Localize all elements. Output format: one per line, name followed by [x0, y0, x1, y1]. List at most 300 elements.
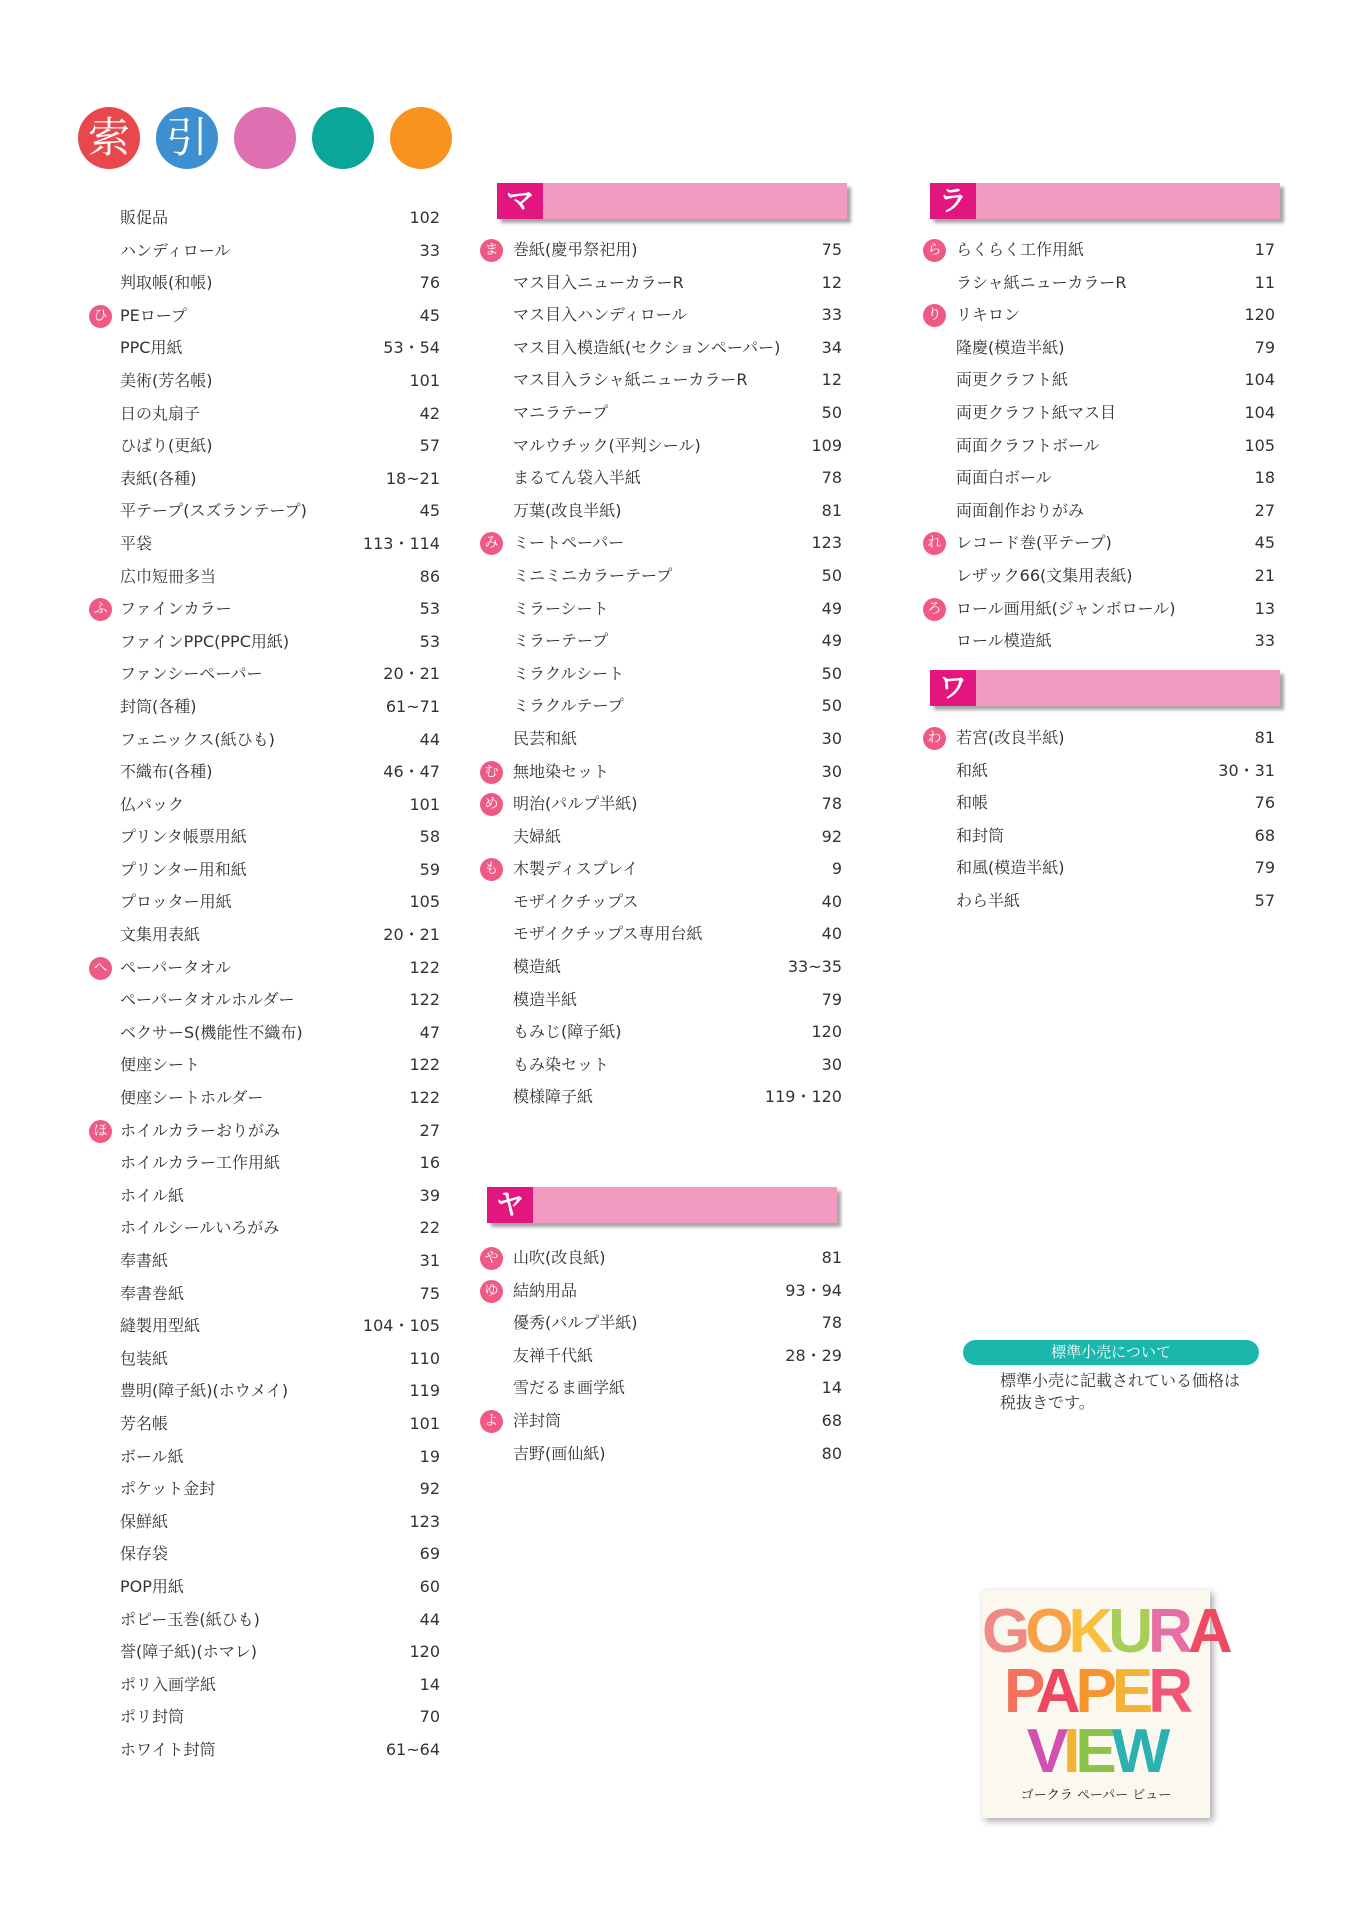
section-header-ra	[930, 183, 1280, 219]
entry-page: 53	[419, 631, 440, 651]
entry-name: ホイル紙	[120, 1185, 185, 1205]
index-column-ra	[923, 234, 1275, 658]
kana-marker: り	[923, 304, 946, 327]
entry-name: 不織布(各種)	[120, 762, 213, 782]
entry-page: 120	[409, 1642, 440, 1662]
index-entry	[480, 462, 842, 495]
index-entry	[95, 724, 440, 757]
index-column-ma	[480, 234, 842, 1114]
entry-page: 14	[419, 1674, 440, 1694]
logo-letter: P	[1075, 1657, 1112, 1726]
entry-page: 123	[811, 533, 842, 553]
index-entry	[95, 495, 440, 528]
index-entry	[95, 1115, 440, 1148]
kana-marker: む	[480, 761, 503, 784]
index-entry	[95, 1506, 440, 1539]
entry-page: 50	[821, 696, 842, 716]
index-entry	[95, 528, 440, 561]
index-entry	[480, 1081, 842, 1114]
entry-page: 30・31	[1218, 760, 1275, 780]
entry-page: 9	[831, 859, 842, 879]
entry-page: 119・120	[764, 1087, 842, 1107]
entry-name: ポケット金封	[120, 1479, 216, 1499]
index-entry	[923, 885, 1275, 918]
entry-name: 奉書巻紙	[120, 1283, 185, 1303]
logo-letter: K	[1068, 1597, 1109, 1666]
entry-page: 20・21	[383, 664, 440, 684]
entry-page: 61~71	[385, 696, 440, 716]
kana-marker: ま	[480, 239, 503, 262]
index-entry	[95, 821, 440, 854]
entry-name: POP用紙	[120, 1576, 184, 1596]
entry-name: 結納用品	[513, 1280, 578, 1300]
logo-line	[982, 1597, 1228, 1666]
entry-name: 文集用表紙	[120, 925, 201, 945]
kana-marker: ふ	[89, 598, 112, 621]
entry-page: 22	[419, 1218, 440, 1238]
entry-name: フェニックス(紙ひも)	[120, 729, 275, 749]
index-entry	[95, 952, 440, 985]
entry-name: 両面白ボール	[956, 468, 1052, 488]
entry-page: 104	[1244, 402, 1275, 422]
entry-page: 93・94	[785, 1280, 842, 1300]
index-entry	[95, 691, 440, 724]
entry-page: 122	[409, 990, 440, 1010]
index-entry	[480, 690, 842, 723]
entry-page: 53・54	[383, 338, 440, 358]
entry-page: 21	[1254, 565, 1275, 585]
entry-name: ホイルカラー工作用紙	[120, 1153, 281, 1173]
entry-name: もみ染セット	[513, 1054, 610, 1074]
entry-page: 18	[1254, 468, 1275, 488]
entry-page: 61~64	[385, 1739, 440, 1759]
entry-name: ポリ封筒	[120, 1707, 185, 1727]
entry-page: 80	[821, 1443, 842, 1463]
entry-page: 105	[1244, 435, 1275, 455]
entry-page: 53	[419, 599, 440, 619]
index-entry	[480, 658, 842, 691]
logo-letter: E	[1111, 1657, 1149, 1726]
logo-letter: R	[1148, 1597, 1188, 1666]
entry-name: 平テープ(スズランテープ)	[120, 501, 307, 521]
entry-page: 45	[419, 501, 440, 521]
index-entry	[480, 495, 842, 528]
index-entry	[480, 593, 842, 626]
entry-name: マス目入模造紙(セクションペーパー)	[513, 337, 781, 357]
index-entry	[480, 886, 842, 919]
index-entry	[480, 625, 842, 658]
entry-name: 山吹(改良紙)	[513, 1248, 606, 1267]
index-entry	[923, 462, 1275, 495]
entry-name: もみじ(障子紙)	[513, 1022, 622, 1042]
entry-page: 75	[419, 1283, 440, 1303]
entry-page: 79	[1254, 337, 1275, 357]
entry-name: ホイルシールいろがみ	[120, 1218, 280, 1238]
logo-letter: R	[1148, 1657, 1189, 1726]
entry-page: 120	[1244, 305, 1275, 325]
entry-name: 模造紙	[513, 957, 562, 977]
entry-name: ファンシーペーパー	[120, 664, 263, 684]
entry-name: マス目入ニューカラーR	[513, 272, 684, 292]
entry-name: 日の丸扇子	[120, 403, 201, 423]
kana-marker: よ	[480, 1410, 503, 1433]
entry-page: 104	[1244, 370, 1275, 390]
index-entry	[95, 365, 440, 398]
logo-letter: E	[1075, 1717, 1112, 1786]
index-entry	[95, 854, 440, 887]
index-entry	[95, 1278, 440, 1311]
entry-page: 39	[419, 1185, 440, 1205]
entry-name: ミニミニカラーテープ	[513, 565, 673, 585]
index-entry	[923, 495, 1275, 528]
index-column-ya	[480, 1242, 842, 1470]
entry-page: 122	[409, 957, 440, 977]
logo-letter: W	[1111, 1717, 1166, 1786]
entry-name: マニラテープ	[513, 402, 609, 422]
entry-page: 47	[419, 1022, 440, 1042]
index-entry	[95, 1604, 440, 1637]
index-entry	[923, 234, 1275, 267]
header-circle: 索	[78, 107, 140, 169]
entry-page: 19	[419, 1446, 440, 1466]
kana-marker: ひ	[89, 305, 112, 328]
index-entry	[95, 1473, 440, 1506]
entry-page: 101	[409, 1413, 440, 1433]
entry-name: ミラクルテープ	[513, 696, 624, 716]
entry-page: 44	[419, 729, 440, 749]
logo-letter: A	[1187, 1597, 1228, 1666]
index-entry	[95, 1147, 440, 1180]
index-entry	[480, 951, 842, 984]
entry-name: 判取帳(和帳)	[120, 273, 213, 293]
index-entry	[480, 364, 842, 397]
index-entry	[480, 430, 842, 463]
entry-page: 78	[821, 1313, 842, 1333]
kana-marker: ら	[923, 239, 946, 262]
entry-page: 33	[419, 240, 440, 260]
entry-name: ラシャ紙ニューカラーR	[956, 272, 1127, 292]
header-circle: 引	[156, 107, 218, 169]
entry-name: ミラーテープ	[513, 631, 609, 651]
entry-name: 吉野(画仙紙)	[513, 1443, 606, 1463]
entry-name: 平袋	[120, 533, 153, 553]
index-entry	[95, 1538, 440, 1571]
logo-line	[982, 1717, 1210, 1786]
entry-page: 30	[821, 761, 842, 781]
entry-page: 92	[419, 1479, 440, 1499]
index-entry	[480, 984, 842, 1017]
entry-page: 18~21	[385, 468, 440, 488]
entry-name: 美術(芳名帳)	[120, 370, 213, 390]
entry-name: ロール画用紙(ジャンボロール)	[956, 598, 1176, 618]
logo-letter: A	[1035, 1657, 1076, 1726]
index-entry	[480, 756, 842, 789]
index-entry	[923, 560, 1275, 593]
entry-name: 和風(模造半紙)	[956, 858, 1065, 878]
index-entry	[480, 1340, 842, 1373]
index-entry	[480, 1016, 842, 1049]
entry-page: 119	[409, 1381, 440, 1401]
header-circle	[390, 107, 452, 169]
kana-marker: ほ	[89, 1120, 112, 1143]
index-entry	[480, 788, 842, 821]
entry-page: 11	[1254, 272, 1275, 292]
entry-page: 68	[821, 1410, 842, 1430]
index-entry	[923, 332, 1275, 365]
entry-page: 78	[821, 794, 842, 814]
index-entry	[480, 723, 842, 756]
entry-name: 包装紙	[120, 1348, 169, 1368]
logo-letter: I	[1063, 1717, 1076, 1786]
entry-name: レザック66(文集用表紙)	[956, 565, 1133, 585]
index-entry	[480, 918, 842, 951]
index-entry	[95, 300, 440, 333]
entry-name: 巻紙(慶弔祭祀用)	[513, 240, 638, 259]
index-header-circles	[78, 107, 452, 169]
entry-page: 40	[821, 924, 842, 944]
entry-page: 50	[821, 402, 842, 422]
entry-name: ポリ入画学紙	[120, 1674, 217, 1694]
entry-name: プリンター用和紙	[120, 859, 247, 879]
entry-name: ファインPPC(PPC用紙)	[120, 631, 290, 651]
entry-name: 両更クラフト紙	[956, 370, 1069, 390]
index-entry	[923, 755, 1275, 788]
kana-marker: へ	[89, 957, 112, 980]
logo-line	[982, 1657, 1210, 1726]
entry-name: ファインカラー	[120, 599, 232, 619]
index-entry	[480, 821, 842, 854]
entry-name: ペーパータオルホルダー	[120, 990, 295, 1010]
entry-page: 122	[409, 1088, 440, 1108]
entry-page: 34	[821, 337, 842, 357]
index-entry	[95, 1441, 440, 1474]
section-header-ma	[497, 183, 847, 219]
entry-name: PPC用紙	[120, 338, 183, 358]
entry-page: 49	[821, 598, 842, 618]
entry-name: ボール紙	[120, 1446, 184, 1466]
kana-marker: め	[480, 793, 503, 816]
entry-name: 奉書紙	[120, 1251, 169, 1270]
index-entry	[480, 1275, 842, 1308]
entry-page: 50	[821, 663, 842, 683]
index-entry	[95, 1245, 440, 1278]
entry-name: ミラクルシート	[513, 663, 625, 683]
entry-page: 59	[419, 859, 440, 879]
retail-notice-body: 標準小売に記載されている価格は税抜きです。	[1000, 1371, 1241, 1412]
entry-page: 86	[419, 566, 440, 586]
index-column-ha	[95, 202, 440, 1767]
entry-name: ホイルカラーおりがみ	[120, 1120, 281, 1140]
entry-page: 81	[1254, 728, 1275, 747]
entry-page: 49	[821, 631, 842, 651]
entry-page: 30	[821, 728, 842, 748]
entry-page: 76	[1254, 793, 1275, 813]
entry-page: 81	[821, 1248, 842, 1267]
entry-name: 広巾短冊多当	[120, 566, 217, 586]
index-entry	[480, 234, 842, 267]
index-entry	[95, 1636, 440, 1669]
index-entry	[923, 527, 1275, 560]
entry-page: 17	[1254, 240, 1275, 259]
entry-name: 和封筒	[956, 825, 1005, 845]
entry-page: 79	[1254, 858, 1275, 878]
index-entry	[923, 722, 1275, 755]
index-entry	[95, 1343, 440, 1376]
entry-name: 両面クラフトボール	[956, 435, 1100, 455]
entry-name: レコード巻(平テープ)	[956, 533, 1112, 553]
entry-name: 和紙	[956, 760, 989, 780]
index-entry	[923, 820, 1275, 853]
index-entry	[480, 1372, 842, 1405]
entry-page: 120	[811, 1022, 842, 1042]
gokura-paper-view-logo	[982, 1590, 1228, 1818]
section-header-wa	[930, 670, 1280, 706]
entry-page: 92	[821, 826, 842, 846]
index-entry	[95, 756, 440, 789]
index-entry	[923, 430, 1275, 463]
kana-marker: ゆ	[480, 1280, 503, 1303]
index-entry	[95, 1049, 440, 1082]
entry-name: らくらく工作用紙	[956, 240, 1085, 259]
index-entry	[480, 1405, 842, 1438]
entry-name: 便座シート	[120, 1055, 201, 1075]
header-circle	[312, 107, 374, 169]
entry-page: 40	[821, 891, 842, 911]
entry-name: リキロン	[956, 305, 1021, 325]
entry-page: 70	[419, 1707, 440, 1727]
entry-page: 101	[409, 794, 440, 814]
entry-page: 78	[821, 468, 842, 488]
entry-page: 113・114	[362, 533, 440, 553]
header-circle	[234, 107, 296, 169]
index-entry	[95, 886, 440, 919]
kana-marker: ろ	[923, 598, 946, 621]
index-entry	[95, 1734, 440, 1767]
entry-page: 31	[419, 1251, 440, 1270]
index-entry	[95, 1310, 440, 1343]
entry-name: 保鮮紙	[120, 1511, 169, 1531]
index-entry	[95, 267, 440, 300]
index-entry	[923, 364, 1275, 397]
index-entry	[95, 1408, 440, 1441]
entry-name: 販促品	[120, 208, 169, 227]
index-entry	[480, 299, 842, 332]
entry-page: 28・29	[785, 1345, 842, 1365]
index-entry	[923, 625, 1275, 658]
entry-name: ミラーシート	[513, 598, 609, 618]
index-entry	[923, 852, 1275, 885]
entry-name: 仏パック	[120, 794, 185, 814]
index-entry	[95, 561, 440, 594]
index-entry	[923, 267, 1275, 300]
kana-marker: わ	[923, 727, 946, 750]
index-entry	[95, 235, 440, 268]
entry-page: 101	[409, 370, 440, 390]
entry-name: 豊明(障子紙)(ホウメイ)	[120, 1381, 289, 1401]
entry-page: 12	[821, 370, 842, 390]
entry-page: 102	[409, 208, 440, 227]
entry-name: マルウチック(平判シール)	[513, 435, 701, 455]
index-entry	[95, 658, 440, 691]
kana-marker: も	[480, 858, 503, 881]
entry-name: 優秀(パルプ半紙)	[513, 1313, 638, 1333]
entry-page: 79	[821, 989, 842, 1009]
entry-name: 夫婦紙	[513, 826, 562, 846]
index-entry	[95, 430, 440, 463]
entry-page: 27	[1254, 500, 1275, 520]
entry-page: 12	[821, 272, 842, 292]
entry-name: PEロープ	[120, 305, 187, 325]
index-entry	[95, 202, 440, 235]
entry-name: 洋封筒	[513, 1410, 562, 1430]
index-entry	[95, 1082, 440, 1115]
entry-page: 16	[419, 1153, 440, 1173]
index-entry	[95, 398, 440, 431]
entry-name: マス目入ハンディロール	[513, 305, 688, 325]
entry-name: ベクサーS(機能性不織布)	[120, 1022, 303, 1042]
index-entry	[923, 787, 1275, 820]
entry-name: 明治(パルプ半紙)	[513, 794, 638, 814]
entry-name: プロッター用紙	[120, 892, 232, 912]
index-entry	[95, 789, 440, 822]
entry-page: 20・21	[383, 925, 440, 945]
entry-page: 110	[409, 1348, 440, 1368]
kana-marker: れ	[923, 532, 946, 555]
entry-name: ひばり(更紙)	[120, 436, 213, 456]
entry-name: 無地染セット	[513, 761, 610, 781]
index-entry	[95, 1375, 440, 1408]
entry-page: 45	[1254, 533, 1275, 553]
logo-letter: O	[1025, 1597, 1069, 1666]
entry-name: 和帳	[956, 793, 989, 813]
entry-name: ロール模造紙	[956, 631, 1052, 651]
entry-name: 封筒(各種)	[120, 696, 197, 716]
entry-name: モザイクチップス	[513, 891, 639, 911]
section-header-ya	[487, 1187, 837, 1223]
entry-name: 芳名帳	[120, 1413, 169, 1433]
index-entry	[923, 397, 1275, 430]
logo-subtitle: ゴークラ ペーパー ビュー	[1020, 1788, 1172, 1803]
index-entry	[480, 1242, 842, 1275]
index-entry	[95, 919, 440, 952]
entry-page: 46・47	[383, 762, 440, 782]
logo-letter: P	[1003, 1657, 1036, 1726]
entry-page: 33	[1254, 631, 1275, 651]
entry-name: 模造半紙	[513, 989, 578, 1009]
index-column-wa	[923, 722, 1275, 918]
section-kana-ma: マ	[497, 183, 543, 219]
entry-page: 76	[419, 273, 440, 293]
section-kana-ra: ラ	[930, 183, 976, 219]
kana-marker: や	[480, 1247, 503, 1270]
entry-name: 両面創作おりがみ	[956, 500, 1085, 520]
entry-name: 万葉(改良半紙)	[513, 500, 622, 520]
entry-page: 45	[419, 305, 440, 325]
index-entry	[480, 267, 842, 300]
entry-name: 隆慶(模造半紙)	[956, 337, 1065, 357]
index-entry	[480, 1438, 842, 1471]
entry-name: まるてん袋入半紙	[513, 468, 641, 488]
entry-name: 模様障子紙	[513, 1087, 594, 1107]
index-entry	[480, 332, 842, 365]
index-entry	[95, 1180, 440, 1213]
entry-page: 69	[419, 1544, 440, 1564]
entry-page: 122	[409, 1055, 440, 1075]
entry-name: ホワイト封筒	[120, 1739, 216, 1759]
entry-page: 109	[811, 435, 842, 455]
entry-page: 105	[409, 892, 440, 912]
entry-page: 14	[821, 1378, 842, 1398]
